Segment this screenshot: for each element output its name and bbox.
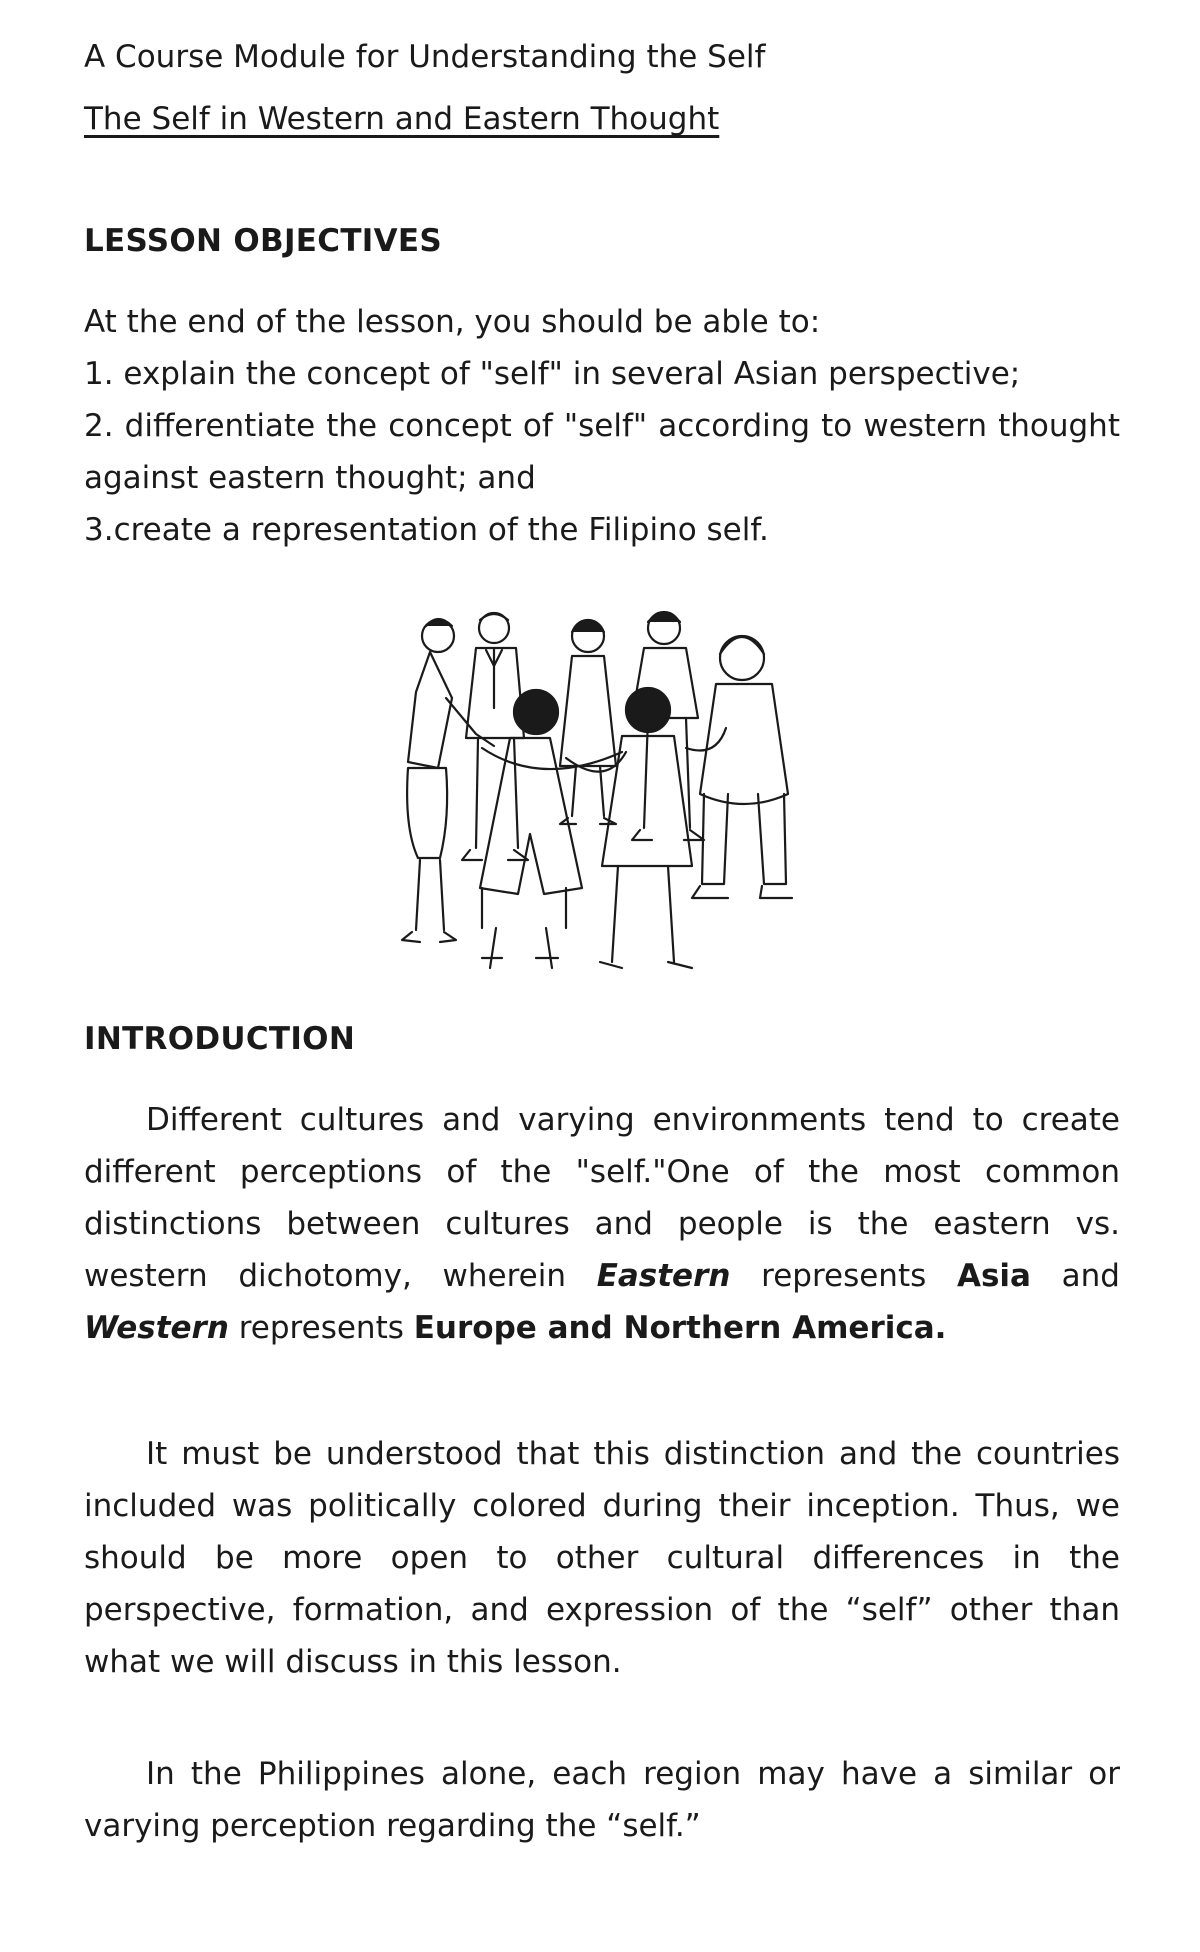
objectives-heading: LESSON OBJECTIVES bbox=[84, 223, 442, 259]
introduction-paragraph-1 bbox=[84, 1094, 1120, 1354]
introduction-paragraph-2: It must be understood that this distinction and the countries included was politically colored during their inception. Thus, we should be more open to other cultural differences in the perspective, formation, and expression of the “self” other than what we will discuss in this lesson. bbox=[84, 1436, 1120, 1680]
module-title: A Course Module for Understanding the Self bbox=[84, 39, 766, 75]
lesson-title: The Self in Western and Eastern Thought bbox=[84, 101, 720, 137]
objective-item-2: 2. differentiate the concept of "self" according to western thought against eastern thought; and bbox=[84, 408, 1120, 496]
intro-p1-part2: represents bbox=[730, 1258, 957, 1294]
western-term: Western bbox=[84, 1310, 229, 1346]
intro-p1-part1: Different cultures and varying environments tend to create different perceptions of the "self."One of the most common distinctions between cultures and people is the eastern vs. western dichotomy, wherein bbox=[84, 1102, 1120, 1294]
europe-term: Europe and Northern America. bbox=[413, 1310, 947, 1346]
intro-p1-part3: and bbox=[1030, 1258, 1120, 1294]
introduction-paragraph-3: In the Philippines alone, each region may have a similar or varying perception regarding the “self.” bbox=[84, 1756, 1120, 1844]
asia-term: Asia bbox=[956, 1258, 1031, 1294]
objective-item-1: 1. explain the concept of "self" in several Asian perspective; bbox=[84, 356, 1021, 392]
intro-p1-part4: represents bbox=[228, 1310, 414, 1346]
children-holding-hands-circle-illustration bbox=[386, 598, 814, 984]
objectives-intro: At the end of the lesson, you should be able to: bbox=[84, 304, 821, 340]
objective-item-3: 3.create a representation of the Filipino self. bbox=[84, 512, 769, 548]
introduction-heading: INTRODUCTION bbox=[84, 1021, 356, 1057]
eastern-term: Eastern bbox=[596, 1258, 731, 1294]
